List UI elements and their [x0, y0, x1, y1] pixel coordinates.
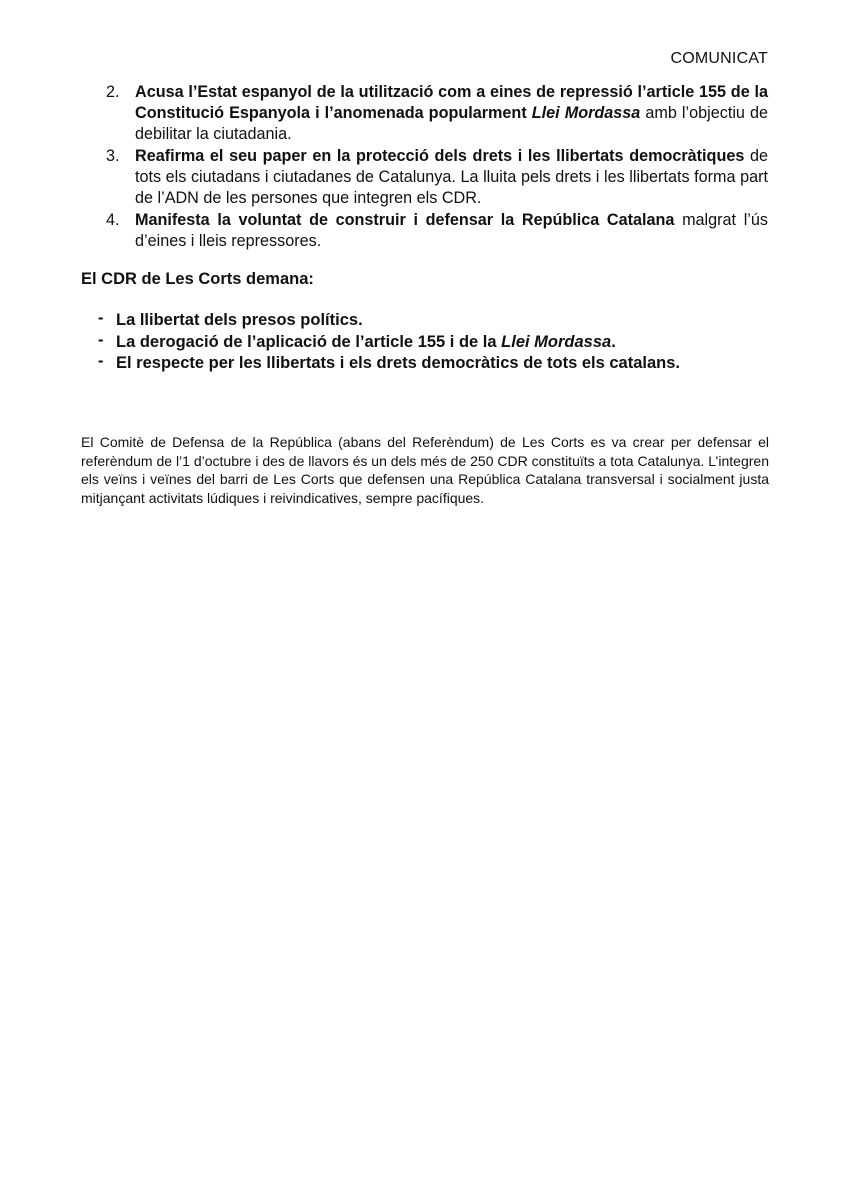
point-bold-text: Acusa l’Estat espanyol de la utilització com a eines de repressió l’article 155 de la Constitució Espanyola i l’anomenada popularment — [135, 83, 768, 122]
demand-text: La llibertat dels presos polítics. — [116, 311, 363, 329]
point-item — [100, 210, 768, 252]
numbered-points — [100, 82, 768, 253]
dash-bullet: - — [98, 352, 104, 370]
demand-item — [98, 353, 680, 375]
point-number: 2. — [106, 83, 120, 101]
point-number: 3. — [106, 147, 120, 165]
dash-bullet: - — [98, 330, 104, 349]
demand-item — [98, 310, 680, 332]
document-label: COMUNICAT — [670, 50, 768, 67]
demand-item — [98, 332, 680, 354]
point-item — [100, 146, 768, 209]
point-rest-text: malgrat l’ús d’eines i lleis repressores. — [135, 211, 768, 250]
point-rest-text: de tots els ciutadans i ciutadanes de Catalunya. La lluita pels drets i les llibertats forma part de l’ADN de les persones que integren els CDR. — [135, 147, 768, 207]
demands-list — [98, 310, 680, 375]
point-rest-text: amb l’objectiu de debilitar la ciutadania. — [135, 104, 768, 143]
point-number: 4. — [106, 211, 120, 229]
point-bold-text: Manifesta la voluntat de construir i defensar la República Catalana — [135, 211, 675, 229]
demand-text: La derogació de l’aplicació de l’article 155 i de la — [116, 332, 502, 351]
demand-italic-text: Llei Mordassa — [501, 332, 612, 351]
about-paragraph: El Comitè de Defensa de la República (abans del Referèndum) de Les Corts es va crear per defensar el referèndum de l’1 d’octubre i des de llavors és un dels més de 250 CDR constituïts a tota Catalunya. L’integren els veïns i veïnes del barri de Les Corts que defensen una República Catalana transversal i socialment justa mitjançant activitats lúdiques i reivindicatives, sempre pacífiques. — [81, 434, 769, 506]
demand-text: El respecte per les llibertats i els drets democràtics de tots els catalans. — [116, 354, 681, 372]
demands-heading: El CDR de Les Corts demana: — [81, 270, 314, 288]
point-italic-text: Llei Mordassa — [531, 104, 641, 122]
dash-bullet: - — [98, 309, 104, 327]
point-item — [100, 82, 768, 145]
point-bold-text: Reafirma el seu paper en la protecció dels drets i les llibertats democràtiques — [135, 147, 745, 165]
demand-tail: . — [611, 332, 616, 351]
